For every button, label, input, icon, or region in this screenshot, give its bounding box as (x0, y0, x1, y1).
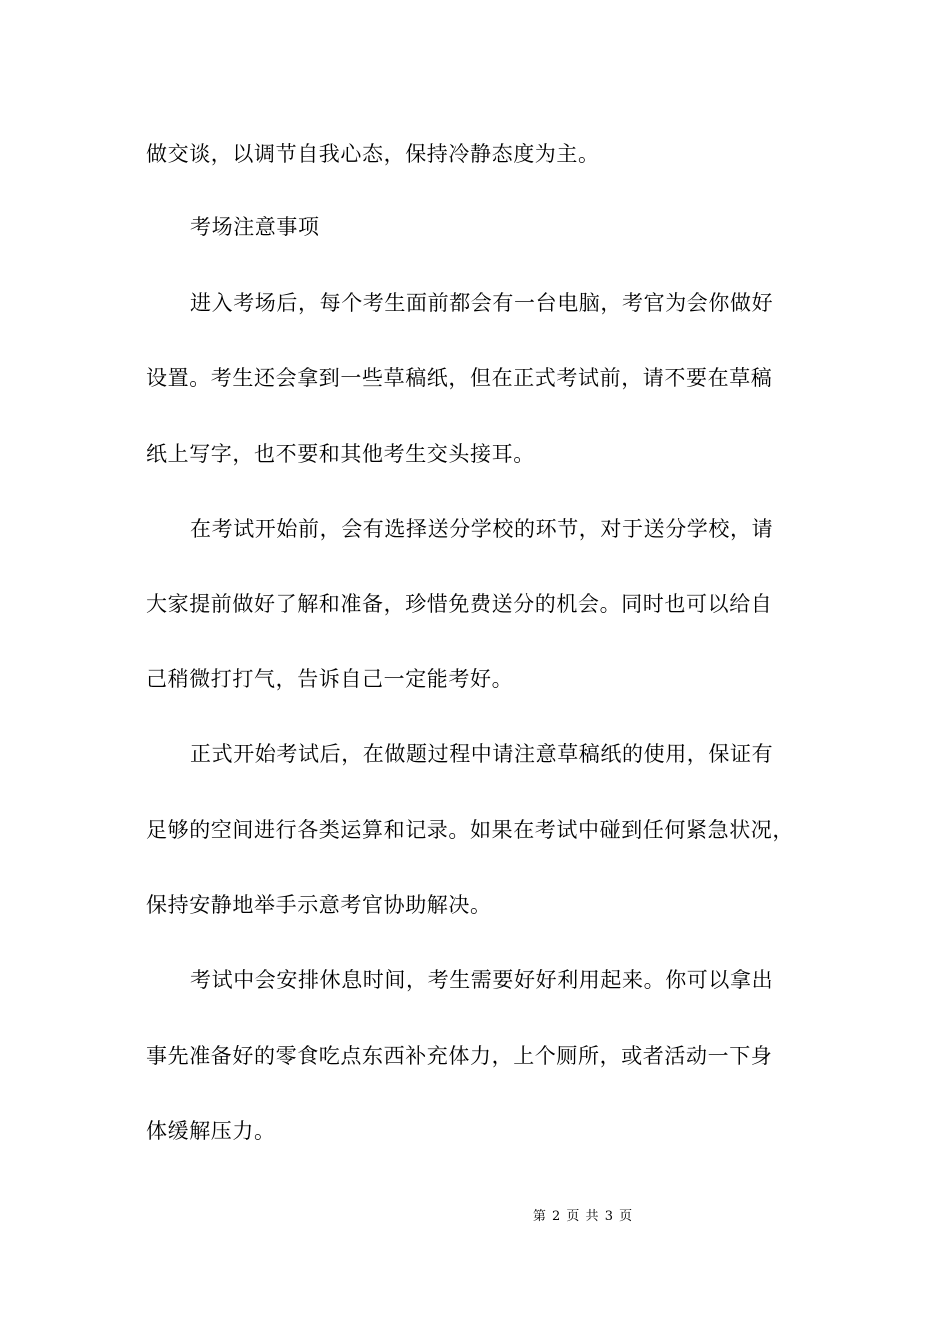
paragraph-line: 考试中会安排休息时间，考生需要好好利用起来。你可以拿出 (190, 968, 774, 992)
paragraph-line: 设置。考生还会拿到一些草稿纸，但在正式考试前，请不要在草稿 (146, 366, 773, 390)
paragraph-line: 进入考场后，每个考生面前都会有一台电脑，考官为会你做好 (190, 291, 774, 315)
paragraph-line: 保持安静地举手示意考官协助解决。 (146, 893, 492, 917)
section-heading: 考场注意事项 (190, 215, 320, 239)
paragraph-line: 事先准备好的零食吃点东西补充体力，上个厕所，或者活动一下身 (146, 1044, 773, 1068)
paragraph-line: 己稍微打打气，告诉自己一定能考好。 (146, 667, 514, 691)
page-number: 第 2 页 共 3 页 (532, 1209, 634, 1224)
paragraph-line: 纸上写字，也不要和其他考生交头接耳。 (146, 442, 535, 466)
paragraph-line: 正式开始考试后，在做题过程中请注意草稿纸的使用，保证有 (190, 742, 774, 766)
paragraph-line: 足够的空间进行各类运算和记录。如果在考试中碰到任何紧急状况， (146, 818, 794, 842)
paragraph-line: 做交谈，以调节自我心态，保持冷静态度为主。 (146, 142, 600, 166)
paragraph-line: 在考试开始前，会有选择送分学校的环节，对于送分学校，请 (190, 517, 774, 541)
paragraph-line: 大家提前做好了解和准备，珍惜免费送分的机会。同时也可以给自 (146, 592, 773, 616)
paragraph-line: 体缓解压力。 (146, 1119, 276, 1143)
